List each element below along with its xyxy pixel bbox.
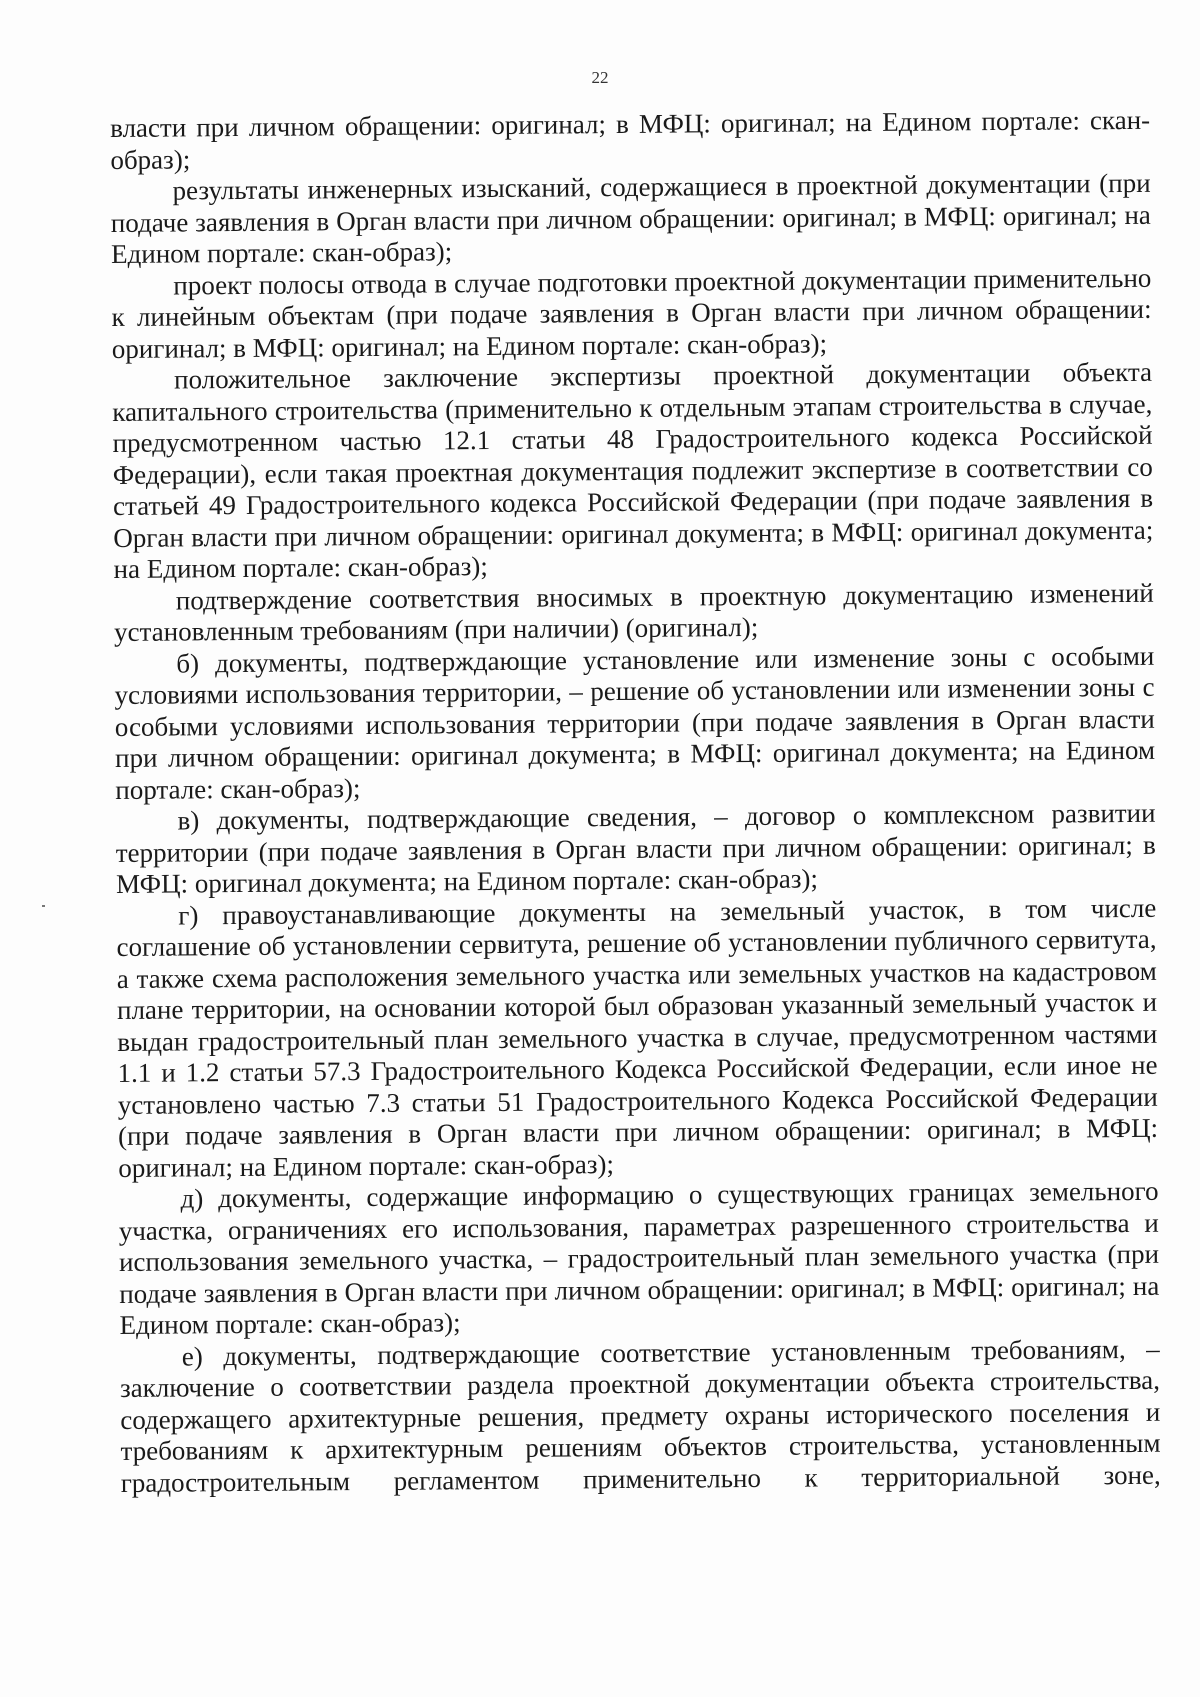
paragraph-engineering-surveys: результаты инженерных изысканий, содержащиеся в проектной документации (при подаче заявления в Орган власти при личном обращении: оригинал; в МФЦ: оригинал; на Едином портале: скан-образ); bbox=[110, 167, 1151, 269]
paragraph-changes-confirmation: подтверждение соответствия вносимых в проектную документацию изменений установленным требованиям (при наличии) (оригинал); bbox=[113, 577, 1154, 647]
paragraph-right-of-way-project: проект полосы отвода в случае подготовки проектной документации применительно к линейным объектам (при подаче заявления в Орган власти при личном обращении: оригинал; в МФЦ: оригинал; на Едином портале: скан-образ); bbox=[111, 262, 1152, 364]
paragraph-item-d: д) документы, содержащие информацию о существующих границах земельного участка, ограничениях его использования, параметрах разрешенного строительства и использования земельного участка, – градостроительный план земельного участка (при подаче заявления в Орган власти при личном обращении: оригинал; в МФЦ: оригинал; на Едином портале: скан-образ); bbox=[118, 1175, 1160, 1340]
paragraph-item-v: в) документы, подтверждающие сведения, – договор о комплексном развитии территории (при подаче заявления в Орган власти при личном обращении: оригинал; в МФЦ: оригинал документа; на Едином портале: скан-образ); bbox=[115, 797, 1156, 899]
scan-margin-mark bbox=[42, 905, 45, 907]
paragraph-expertise-conclusion: положительное заключение экспертизы проектной документации объекта капитального строительства (применительно к отдельным этапам строительства в случае, предусмотренном частью 12.1 статьи 48 Градостроительного кодекса Российской Федерации), если такая проектная документация подлежит экспертизе в соответствии со статьей 49 Градостроительного кодекса Российской Федерации (при подаче заявления в Орган власти при личном обращении: оригинал документа; в МФЦ: оригинал документа; на Едином портале: скан-образ); bbox=[112, 356, 1154, 584]
paragraph-item-g: г) правоустанавливающие документы на земельный участок, в том числе соглашение об установлении сервитута, решение об установлении публичного сервитута, а также схема расположения земельного участка или земельных участков на кадастровом плане территории, на основании которой был образован указанный земельный участок и выдан градостроительный план земельного участка в случае, предусмотренном частями 1.1 и 1.2 статьи 57.3 Градостроительного Кодекса Российской Федерации, если иное не установлено частью 7.3 статьи 51 Градостроительного Кодекса Российской Федерации (при подаче заявления в Орган власти при личном обращении: оригинал; в МФЦ: оригинал; на Едином портале: скан-образ); bbox=[116, 892, 1159, 1183]
paragraph-item-e: е) документы, подтверждающие соответствие установленным требованиям, – заключение о соответствии раздела проектной документации объекта строительства, содержащего архитектурные решения, предмету охраны исторического поселения и требованиям к архитектурным решениям объектов строительства, установленным градостроительным регламентом применительно к территориальной зоне, bbox=[119, 1333, 1161, 1498]
document-body bbox=[110, 105, 1161, 1499]
page-number: 22 bbox=[591, 68, 609, 87]
paragraph-continuation: власти при личном обращении: оригинал; в МФЦ: оригинал; на Едином портале: скан-образ); bbox=[110, 104, 1151, 175]
paragraph-item-b: б) документы, подтверждающие установление или изменение зоны с особыми условиями использования территории, – решение об установлении или изменении зоны с особыми условиями использования территории (при подаче заявления в Орган власти при личном обращении: оригинал документа; в МФЦ: оригинал документа; на Едином портале: скан-образ); bbox=[114, 640, 1156, 805]
